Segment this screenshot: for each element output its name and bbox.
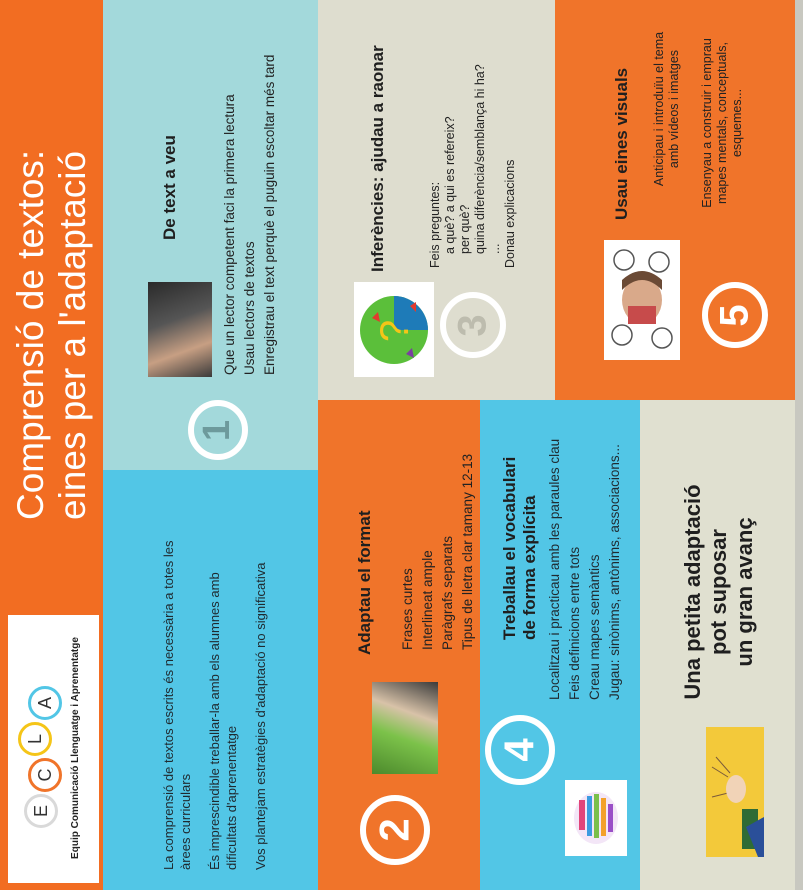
section-3-heading-wrap [368, 12, 388, 272]
section-2-item: Paràgrafs separats [440, 535, 455, 650]
page-title [10, 20, 94, 520]
section-3-item: Feis preguntes: [428, 181, 442, 268]
section-3-item: a què? a qui es refereix? [443, 116, 457, 254]
title-line-1: Comprensió de textos: [10, 149, 51, 520]
section-5-item: mapes mentals, conceptuals, [715, 42, 729, 204]
section-2-item: Interlineat ample [420, 550, 435, 650]
section-5-item: Anticipau i introduïu el tema [652, 31, 666, 187]
section-5-number: 5 [702, 282, 768, 348]
logo-box [8, 615, 99, 883]
logo-letter-l: L [18, 722, 52, 756]
section-5-item: Ensenyau a construir i emprau [700, 38, 714, 208]
section-3-item: per què? [458, 204, 472, 254]
section-3-items [428, 8, 518, 268]
section-2-heading: Adaptau el format [355, 510, 374, 655]
section-4-item: Jugau: sinònims, antònims, associacions... [607, 444, 622, 700]
section-3-heading: Inferències: ajudau a raonar [368, 45, 387, 272]
section-1-item: Que un lector competent faci la primera lectura [222, 94, 237, 375]
section-3-item: Donau explicacions [503, 159, 517, 268]
logo-letter-a: A [28, 686, 62, 720]
title-line-2: eines per a l'adaptació [52, 150, 93, 520]
section-1-item: Enregistrau el text perquè el puguin escoltar més tard [262, 54, 277, 375]
intro-item-2: És imprescindible treballar-la amb els alumnes amb dificultats d'aprenentatge [207, 572, 239, 870]
right-edge [795, 0, 803, 890]
hand-sketch-svg [706, 727, 764, 857]
closing-line-3: un gran avanç [732, 517, 757, 667]
section-4-heading-1: Treballau el vocabulari [500, 456, 519, 640]
section-3-number: 3 [440, 292, 506, 358]
microphone-photo [148, 282, 212, 377]
word-cloud-svg [565, 780, 627, 856]
section-2-item: Tipus de lletra clar tamany 12-13 [460, 453, 475, 650]
logo-caption: Equip Comunicació Llenguatge i Aprenentatge [70, 637, 81, 859]
logo-letter-e: E [24, 794, 58, 828]
section-2-number: 2 [360, 795, 430, 865]
section-5-heading: Usau eines visuals [612, 67, 631, 220]
section-1-heading: De text a veu [160, 135, 179, 240]
question-mark-svg [354, 282, 434, 377]
section-4-item: Localitzau i practicau amb les paraules clau [547, 438, 562, 700]
section-5-heading-wrap [612, 20, 632, 220]
intro-item-3: Vos plantejam estratègies d'adaptació no significativa [253, 562, 268, 870]
question-mark-icon [354, 282, 434, 377]
child-thinking-svg [604, 240, 680, 360]
section-3-item: quina diferència/semblança hi ha? [473, 64, 487, 254]
closing-line-2: pot suposar [706, 529, 731, 655]
section-5-item: esquemes... [730, 88, 744, 158]
arrow-notch [135, 484, 159, 496]
section-5-items-a [652, 4, 682, 214]
section-4-item: Creau mapes semàntics [587, 554, 602, 700]
section-4-item: Feis definicions entre tots [567, 546, 582, 700]
intro-text [160, 540, 269, 870]
section-1-number: 1 [188, 400, 248, 460]
section-1-text [160, 0, 180, 240]
closing-text [680, 472, 758, 712]
intro-item-1: La comprensió de textos escrits és necessària a totes les àrees curriculars [161, 540, 193, 870]
svg-text:?: ? [373, 319, 417, 342]
section-4-items [545, 400, 625, 700]
section-2-item: Frases curtes [400, 568, 415, 650]
logo-letters [14, 648, 66, 848]
logo-letter-c: C [28, 758, 62, 792]
ironing-hands-photo [372, 682, 438, 774]
section-4-heading-wrap [500, 380, 540, 640]
logo-rotated [14, 623, 94, 873]
section-1-items [220, 15, 280, 375]
child-thinking-photo [604, 240, 680, 360]
section-2-items [398, 410, 478, 650]
section-5-item: amb vídeos i imatges [667, 49, 681, 169]
section-1-panel [103, 0, 318, 470]
section-1-item: Usau lectors de textos [242, 241, 257, 375]
word-cloud-icon [565, 780, 627, 856]
section-4-heading-2: de forma explícita [520, 495, 539, 640]
section-3-item: ... [488, 243, 502, 254]
hand-sketch-icon [706, 727, 764, 857]
section-5-items-b [700, 18, 745, 228]
section-2-heading-wrap [355, 455, 375, 655]
closing-line-1: Una petita adaptació [680, 484, 705, 700]
section-4-number: 4 [485, 715, 555, 785]
